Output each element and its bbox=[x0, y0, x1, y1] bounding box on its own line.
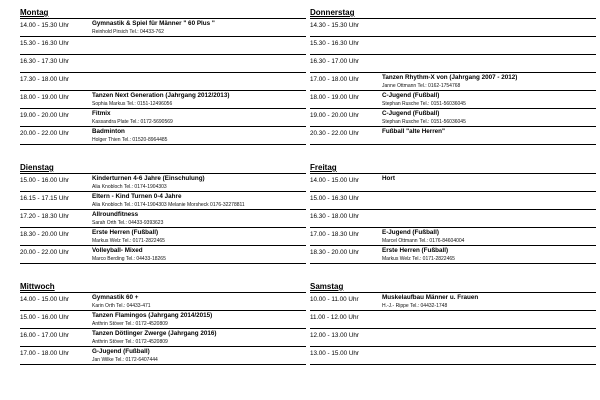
schedule-row bbox=[310, 347, 596, 365]
activity-contact: Markus Welz Tel.: 0171-2822465 bbox=[92, 238, 165, 244]
right-column bbox=[310, 0, 596, 365]
schedule-row bbox=[20, 109, 306, 127]
day-block bbox=[310, 0, 596, 145]
activity-title: Volleyball- Mixed bbox=[92, 247, 143, 254]
schedule-row bbox=[20, 19, 306, 37]
schedule-row bbox=[310, 109, 596, 127]
time-slot: 17.30 - 18.00 Uhr bbox=[20, 76, 70, 83]
activity-contact: Holger Thien Tel.: 01520-8964485 bbox=[92, 137, 168, 143]
schedule-row bbox=[20, 228, 306, 246]
time-slot: 14.00 - 15.00 Uhr bbox=[310, 177, 360, 184]
schedule-row bbox=[20, 329, 306, 347]
schedule-row bbox=[310, 127, 596, 145]
activity-contact: Alia Knobloch Tel.: 0174-1904303 bbox=[92, 184, 167, 190]
day-block bbox=[310, 155, 596, 264]
time-slot: 17.00 - 18.30 Uhr bbox=[310, 231, 360, 238]
activity-title: C-Jugend (Fußball) bbox=[382, 110, 440, 117]
time-slot: 14.00 - 15.00 Uhr bbox=[20, 296, 70, 303]
day-block bbox=[20, 274, 306, 365]
time-slot: 18.00 - 19.00 Uhr bbox=[310, 94, 360, 101]
activity-title: Allroundfitness bbox=[92, 211, 139, 218]
schedule-row bbox=[310, 329, 596, 347]
time-slot: 15.00 - 16.00 Uhr bbox=[20, 177, 70, 184]
time-slot: 15.30 - 16.30 Uhr bbox=[310, 40, 360, 47]
schedule-row bbox=[20, 293, 306, 311]
time-slot: 17.00 - 18.00 Uhr bbox=[310, 76, 360, 83]
time-slot: 15.30 - 16.30 Uhr bbox=[20, 40, 70, 47]
schedule-row bbox=[20, 210, 306, 228]
day-block bbox=[20, 0, 306, 145]
day-title: Samstag bbox=[310, 274, 596, 293]
time-slot: 18.00 - 19.00 Uhr bbox=[20, 94, 70, 101]
schedule-row bbox=[310, 73, 596, 91]
left-column bbox=[20, 0, 306, 365]
activity-title: Kinderturnen 4-6 Jahre (Einschulung) bbox=[92, 175, 205, 182]
time-slot: 16.30 - 18.00 Uhr bbox=[310, 213, 360, 220]
activity-contact: Sophia Markus Tel.: 0151-12496056 bbox=[92, 101, 173, 107]
day-spacer bbox=[310, 264, 596, 274]
schedule-row bbox=[310, 293, 596, 311]
schedule-row bbox=[310, 311, 596, 329]
activity-title: Badminton bbox=[92, 128, 125, 135]
activity-title: Erste Herren (Fußball) bbox=[92, 229, 159, 236]
activity-title: Erste Herren (Fußball) bbox=[382, 247, 449, 254]
day-spacer bbox=[20, 145, 306, 155]
activity-contact: Markus Welz Tel.: 0171-2822465 bbox=[382, 256, 455, 262]
activity-title: G-Jugend (Fußball) bbox=[92, 348, 150, 355]
day-title: Mittwoch bbox=[20, 274, 306, 293]
schedule-row bbox=[310, 246, 596, 264]
day-spacer bbox=[20, 264, 306, 274]
day-title: Dienstag bbox=[20, 155, 306, 174]
schedule-row bbox=[310, 228, 596, 246]
schedule-row bbox=[20, 347, 306, 365]
schedule-row bbox=[310, 192, 596, 210]
day-spacer bbox=[310, 145, 596, 155]
time-slot: 13.00 - 15.00 Uhr bbox=[310, 350, 360, 357]
activity-contact: Stephan Rusche Tel.: 0151-56036045 bbox=[382, 101, 466, 107]
time-slot: 17.00 - 18.00 Uhr bbox=[20, 350, 70, 357]
time-slot: 19.00 - 20.00 Uhr bbox=[310, 112, 360, 119]
schedule-row bbox=[310, 55, 596, 73]
activity-title: C-Jugend (Fußball) bbox=[382, 92, 440, 99]
schedule-row bbox=[310, 91, 596, 109]
time-slot: 14.30 - 15.30 Uhr bbox=[310, 22, 360, 29]
activity-contact: H.-J.- Rippe Tel.: 04432-1748 bbox=[382, 303, 448, 309]
day-title: Donnerstag bbox=[310, 0, 596, 19]
time-slot: 14.00 - 15.30 Uhr bbox=[20, 22, 70, 29]
activity-title: Tanzen Dötlinger Zwerge (Jahrgang 2016) bbox=[92, 330, 217, 337]
schedule-row bbox=[20, 37, 306, 55]
activity-contact: Reinhold Pirsich Tel.: 04433-762 bbox=[92, 29, 164, 35]
schedule-row bbox=[310, 19, 596, 37]
activity-contact: Karin Orth Tel.: 04433-471 bbox=[92, 303, 151, 309]
schedule-row bbox=[20, 91, 306, 109]
activity-title: Gymnastik & Spiel für Männer " 60 Plus " bbox=[92, 20, 215, 27]
day-block bbox=[310, 274, 596, 365]
schedule-row bbox=[20, 73, 306, 91]
activity-contact: Anthrin Stöver Tel.: 0172-4520809 bbox=[92, 339, 168, 345]
activity-contact: Marco Berding Tel.: 04433-18265 bbox=[92, 256, 166, 262]
activity-contact: Janne Ottmann Tel.: 0162-1754768 bbox=[382, 83, 461, 89]
activity-contact: Sarah Orth Tel.: 04433-9393623 bbox=[92, 220, 164, 226]
time-slot: 19.00 - 20.00 Uhr bbox=[20, 112, 70, 119]
schedule-row bbox=[20, 311, 306, 329]
activity-title: Tanzen Flamingos (Jahrgang 2014/2015) bbox=[92, 312, 213, 319]
time-slot: 10.00 - 11.00 Uhr bbox=[310, 296, 359, 303]
day-block bbox=[20, 155, 306, 264]
activity-contact: Stephan Rusche Tel.: 0151-56036045 bbox=[382, 119, 466, 125]
schedule-row bbox=[310, 210, 596, 228]
time-slot: 16.30 - 17.30 Uhr bbox=[20, 58, 70, 65]
activity-title: Gymnastik 60 + bbox=[92, 294, 139, 301]
day-title: Freitag bbox=[310, 155, 596, 174]
time-slot: 16.00 - 17.00 Uhr bbox=[20, 332, 70, 339]
time-slot: 15.00 - 16.30 Uhr bbox=[310, 195, 360, 202]
time-slot: 11.00 - 12.00 Uhr bbox=[310, 314, 359, 321]
schedule-row bbox=[310, 174, 596, 192]
activity-title: E-Jugend (Fußball) bbox=[382, 229, 440, 236]
activity-title: Fußball "alte Herren" bbox=[382, 128, 446, 135]
time-slot: 18.30 - 20.00 Uhr bbox=[20, 231, 70, 238]
activity-contact: Kassandra Plate Tel.: 0172-5690569 bbox=[92, 119, 173, 125]
schedule-row bbox=[20, 55, 306, 73]
activity-title: Muskelaufbau Männer u. Frauen bbox=[382, 294, 479, 301]
activity-title: Tanzen Next Generation (Jahrgang 2012/2013) bbox=[92, 92, 230, 99]
time-slot: 12.00 - 13.00 Uhr bbox=[310, 332, 360, 339]
activity-contact: Marcel Ottmann Tel.: 0176-84604004 bbox=[382, 238, 465, 244]
schedule-row bbox=[310, 37, 596, 55]
time-slot: 16.30 - 17.00 Uhr bbox=[310, 58, 360, 65]
time-slot: 20.00 - 22.00 Uhr bbox=[20, 130, 70, 137]
schedule-row bbox=[20, 192, 306, 210]
day-title: Montag bbox=[20, 0, 306, 19]
activity-contact: Anthrin Stöver Tel.: 0172-4520809 bbox=[92, 321, 168, 327]
activity-title: Hort bbox=[382, 175, 395, 182]
activity-title: Eltern - Kind Turnen 0-4 Jahre bbox=[92, 193, 182, 200]
schedule-row bbox=[20, 127, 306, 145]
time-slot: 18.30 - 20.00 Uhr bbox=[310, 249, 360, 256]
schedule-row bbox=[20, 174, 306, 192]
activity-title: Tanzen Rhythm-X von (Jahrgang 2007 - 2012) bbox=[382, 74, 518, 81]
schedule-row bbox=[20, 246, 306, 264]
activity-contact: Alia Knobloch Tel.: 0174-1904303 Melanie Morsheck 0176-32278811 bbox=[92, 202, 245, 208]
time-slot: 17.20 - 18.30 Uhr bbox=[20, 213, 70, 220]
activity-title: Fitmix bbox=[92, 110, 111, 117]
time-slot: 20.30 - 22.00 Uhr bbox=[310, 130, 360, 137]
time-slot: 15.00 - 16.00 Uhr bbox=[20, 314, 70, 321]
time-slot: 20.00 - 22.00 Uhr bbox=[20, 249, 70, 256]
time-slot: 16.15 - 17.15 Uhr bbox=[20, 195, 70, 202]
activity-contact: Jan Wilke Tel.: 0172-6407444 bbox=[92, 357, 158, 363]
